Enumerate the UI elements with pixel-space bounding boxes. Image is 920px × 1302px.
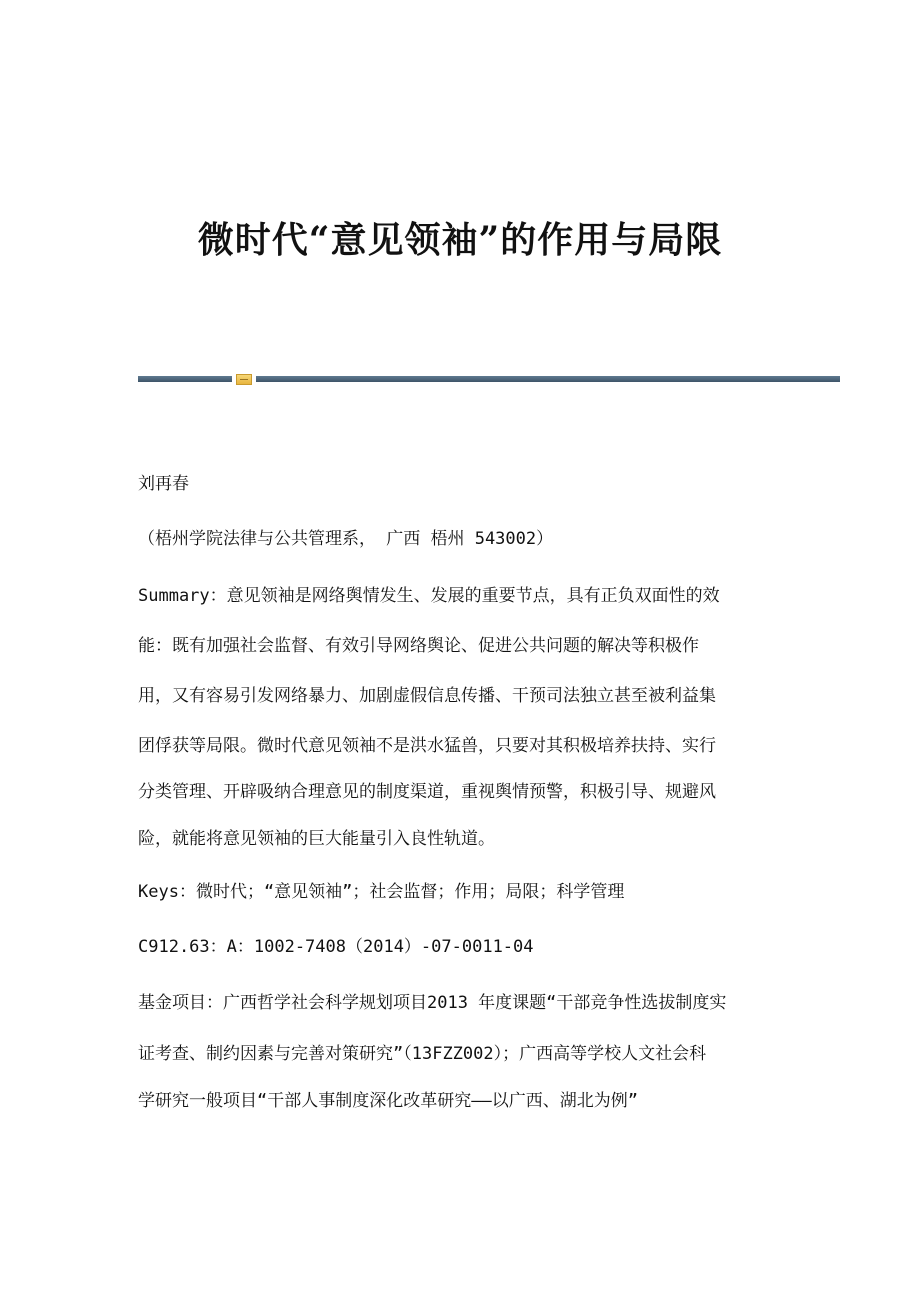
envelope-icon [236, 374, 252, 385]
fund-line: 证考查、制约因素与完善对策研究”（13FZZ002）；广西高等学校人文社会科 [138, 1044, 707, 1064]
summary-line: 分类管理、开辟吸纳合理意见的制度渠道，重视舆情预警，积极引导、规避风 [138, 782, 716, 802]
classification-code: C912.63：A：1002-7408（2014）-07-0011-04 [138, 937, 534, 957]
summary-line: 团俘获等局限。微时代意见领袖不是洪水猛兽，只要对其积极培养扶持、实行 [138, 736, 716, 756]
summary-line: 险，就能将意见领袖的巨大能量引入良性轨道。 [138, 829, 495, 849]
keywords: Keys：微时代；“意见领袖”；社会监督；作用；局限；科学管理 [138, 882, 625, 902]
affiliation: （梧州学院法律与公共管理系， 广西 梧州 543002） [138, 529, 554, 549]
fund-line: 基金项目：广西哲学社会科学规划项目2013 年度课题“干部竞争性选拔制度实 [138, 993, 727, 1013]
divider-bar-right [256, 376, 840, 382]
divider-bar-left [138, 376, 232, 382]
summary-line: 用，又有容易引发网络暴力、加剧虚假信息传播、干预司法独立甚至被利益集 [138, 686, 716, 706]
summary-line: Summary：意见领袖是网络舆情发生、发展的重要节点，具有正负双面性的效 [138, 586, 720, 606]
summary-line: 能：既有加强社会监督、有效引导网络舆论、促进公共问题的解决等积极作 [138, 636, 699, 656]
fund-line: 学研究一般项目“干部人事制度深化改革研究——以广西、湖北为例” [138, 1091, 638, 1111]
author: 刘再春 [138, 474, 189, 494]
page-title: 微时代“意见领袖”的作用与局限 [197, 219, 723, 261]
title-divider [138, 374, 840, 385]
